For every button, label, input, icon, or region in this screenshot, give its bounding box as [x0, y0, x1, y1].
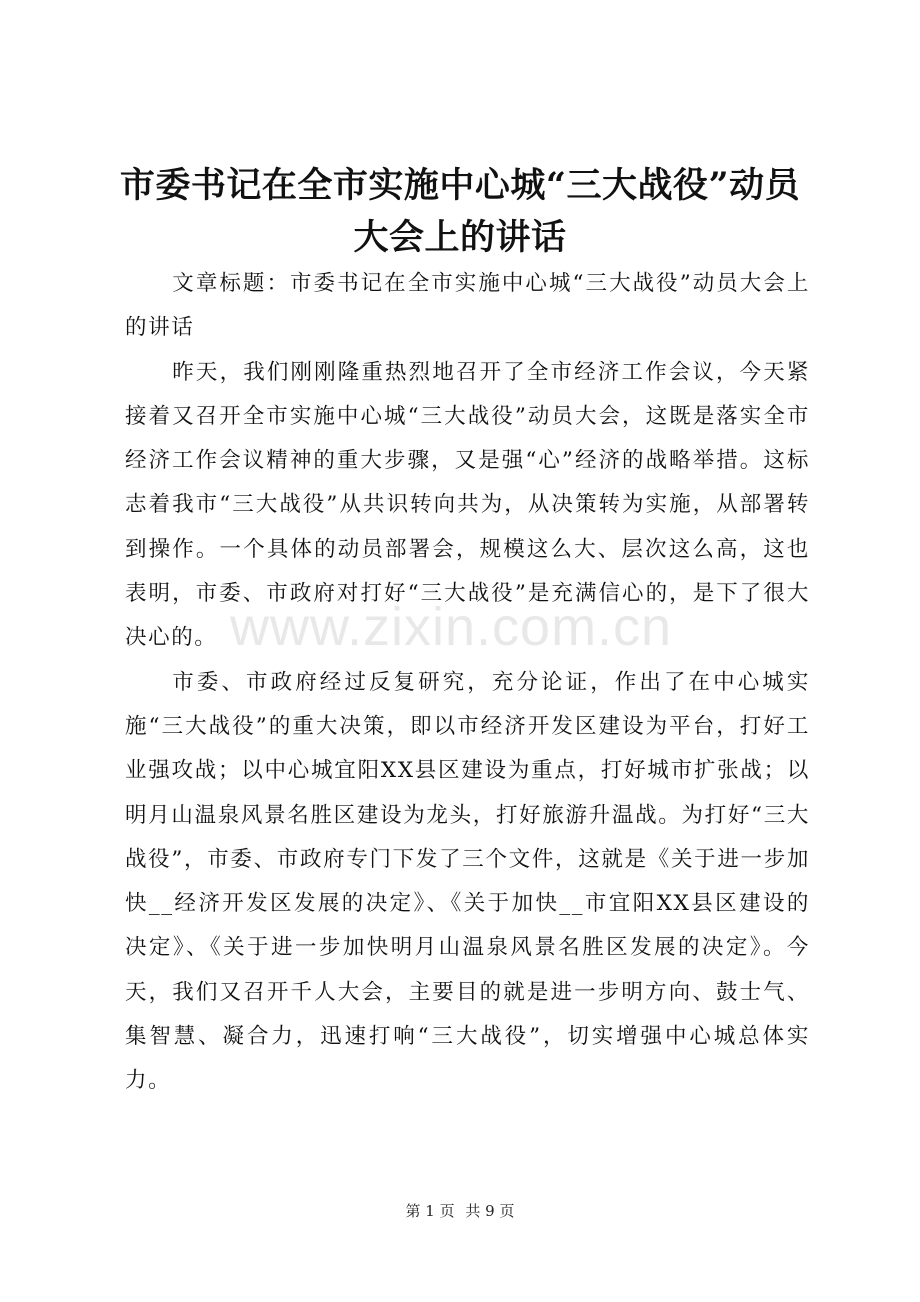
document-body [125, 262, 810, 1104]
paragraph-2: 市委、市政府经过反复研究，充分论证，作出了在中心城实施“三大战役”的重大决策，即以市经济开发区建设为平台，打好工业强攻战；以中心城宜阳XX县区建设为重点，打好城市扩张战；以明月山温泉风景名胜区建设为龙头，打好旅游升温战。为打好“三大战役”，市委、市政府专门下发了三个文件，这就是《关于进一步加快__经济开发区发展的决定》、《关于加快__市宜阳XX县区建设的决定》、《关于进一步加快明月山温泉风景名胜区发展的决定》。今天，我们又召开千人大会，主要目的就是进一步明方向、鼓士气、集智慧、凝合力，迅速打响“三大战役”，切实增强中心城总体实力。 [125, 669, 810, 1094]
page-footer [0, 1200, 920, 1221]
paragraph-1: 昨天，我们刚刚隆重热烈地召开了全市经济工作会议，今天紧接着又召开全市实施中心城“三大战役”动员大会，这既是落实全市经济工作会议精神的重大步骤，又是强“心”经济的战略举措。这标志着我市“三大战役”从共识转向共为，从决策转为实施，从部署转到操作。一个具体的动员部署会，规模这么大、层次这么高，这也表明，市委、市政府对打好“三大战役”是充满信心的，是下了很大决心的。 [125, 359, 810, 651]
paragraph-article-title: 文章标题：市委书记在全市实施中心城“三大战役”动员大会上的讲话 [125, 271, 810, 341]
document-title: 市委书记在全市实施中心城“三大战役”动员大会上的讲话 [119, 165, 801, 258]
page-total: 共 9 页 [465, 1202, 515, 1220]
page-number: 第 1 页 [405, 1202, 455, 1220]
watermark: www.zixin.com.cn [230, 597, 673, 657]
